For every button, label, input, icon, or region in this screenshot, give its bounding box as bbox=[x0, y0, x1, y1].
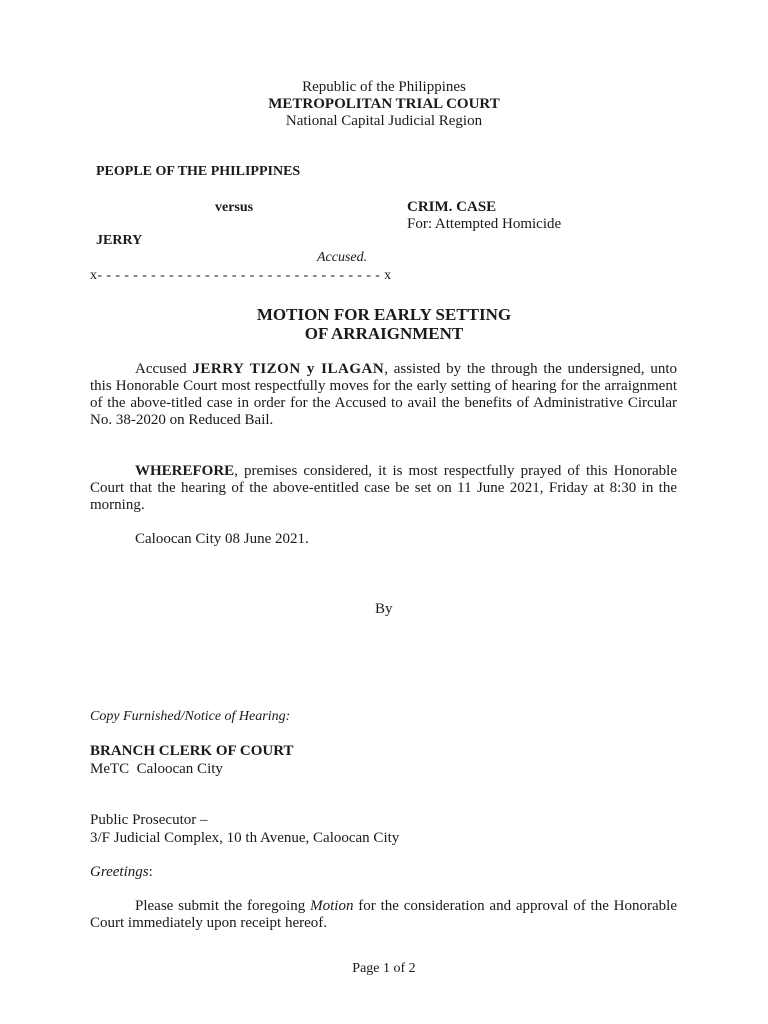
clerk-title: BRANCH CLERK OF COURT bbox=[90, 743, 294, 759]
submit-text: for the consideration and approval of the Honorable Court immediately upon receipt hereof. bbox=[90, 898, 677, 931]
caption-versus: versus bbox=[215, 200, 254, 215]
wherefore-label: WHEREFORE bbox=[135, 463, 235, 479]
body-paragraph-2 bbox=[90, 463, 677, 514]
page-number: Page 1 of 2 bbox=[352, 961, 416, 976]
submit-prefix: Please submit the foregoing bbox=[135, 898, 311, 914]
p1-text: , assisted by the through the undersigned, unto this Honorable Court most respectfully moves for the early setting of hearing for the arraignment of the above-titled case in order for the Accused to avail the benefits of Administrative Circular No. 38-2020 on Reduced Bail. bbox=[90, 361, 677, 428]
body-paragraph-1 bbox=[90, 361, 677, 429]
greetings-word: Greetings bbox=[90, 864, 149, 880]
submit-paragraph bbox=[90, 898, 677, 932]
date-line: Caloocan City 08 June 2021. bbox=[135, 531, 309, 547]
motion-title-line1: MOTION FOR EARLY SETTING bbox=[256, 305, 512, 324]
header-republic: Republic of the Philippines bbox=[302, 79, 466, 95]
caption-defendant: JERRY bbox=[96, 233, 143, 248]
by-line: By bbox=[375, 601, 393, 617]
header-region: National Capital Judicial Region bbox=[285, 113, 483, 129]
p2-text: , premises considered, it is most respectfully prayed of this Honorable Court that the hearing of the above-entitled case be set on 11 June 2021, Friday at 8:30 in the morning. bbox=[90, 463, 677, 513]
caption-case-label: CRIM. CASE bbox=[407, 199, 497, 215]
header-court-name: METROPOLITAN TRIAL COURT bbox=[268, 96, 500, 112]
caption-accused-label: Accused. bbox=[317, 250, 368, 265]
greetings-colon: : bbox=[148, 864, 153, 880]
p1-prefix: Accused bbox=[135, 361, 193, 377]
accused-name: JERRY TIZON y ILAGAN bbox=[192, 361, 385, 377]
notice-label: Copy Furnished/Notice of Hearing: bbox=[90, 709, 291, 724]
prosecutor-label: Public Prosecutor – bbox=[90, 812, 208, 828]
caption-case-for: For: Attempted Homicide bbox=[407, 216, 562, 232]
submit-motion-word: Motion bbox=[310, 898, 354, 914]
clerk-office: MeTC Caloocan City bbox=[90, 761, 223, 777]
prosecutor-address: 3/F Judicial Complex, 10 th Avenue, Caloocan City bbox=[90, 830, 400, 846]
caption-separator: x- - - - - - - - - - - - - - - - - - - - - - - - - - - - - - - - x bbox=[90, 268, 392, 283]
motion-title-line2: OF ARRAIGNMENT bbox=[304, 324, 464, 343]
greetings-line bbox=[90, 864, 153, 881]
caption-plaintiff: PEOPLE OF THE PHILIPPINES bbox=[96, 164, 301, 179]
